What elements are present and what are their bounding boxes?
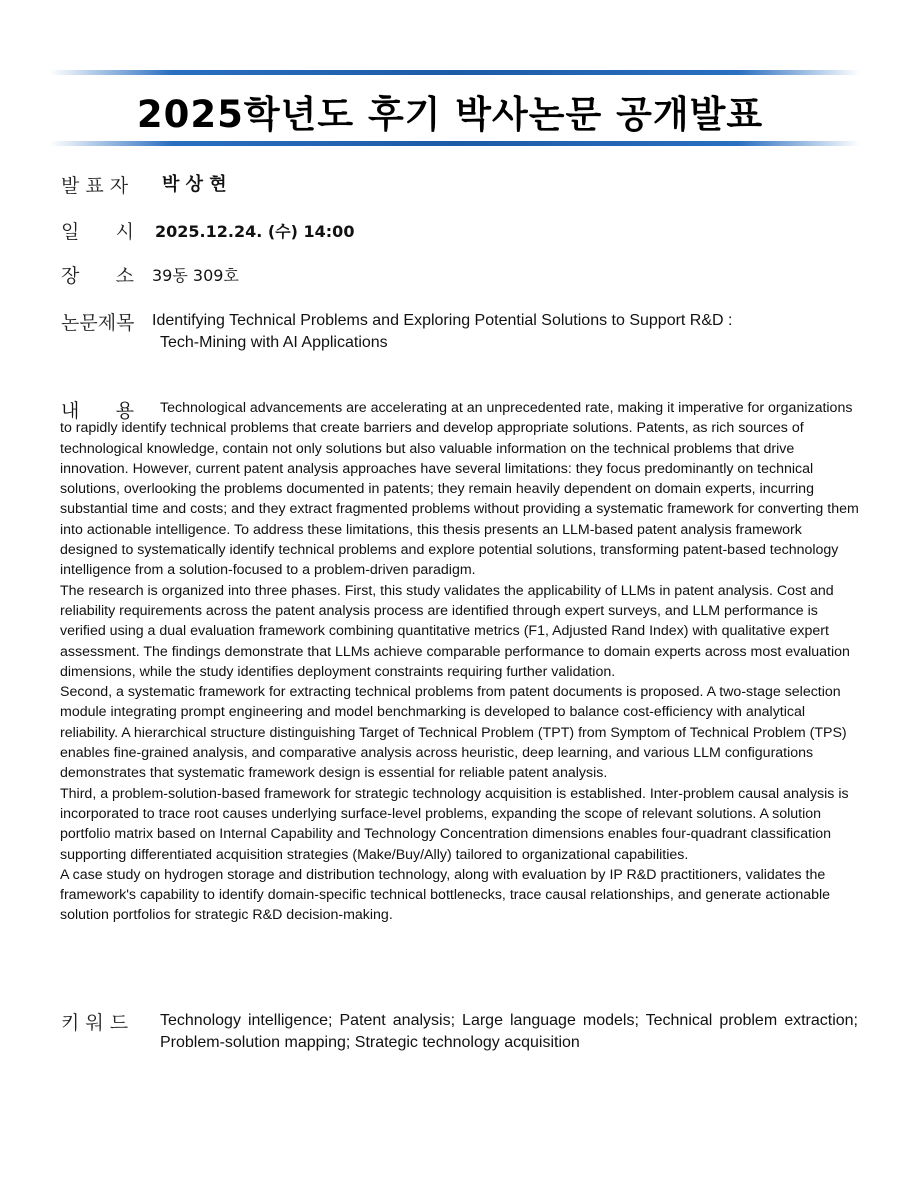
top-rule bbox=[50, 70, 860, 75]
presenter-label: 발 표 자 bbox=[61, 175, 129, 197]
thesis-title-line1: Identifying Technical Problems and Exploring Potential Solutions to Support R&D : bbox=[152, 312, 733, 329]
keywords-label: 키 워 드 bbox=[61, 1012, 129, 1034]
content-label: 내 용 bbox=[61, 400, 134, 422]
abstract-paragraph: Technological advancements are accelerating at an unprecedented rate, making it imperative for organizations to rapidly identify technical problems that create barriers and develop appropriate solutions. Patents, as rich sources of technological knowledge, contain not only solutions but also valuable information on the technical problems that drive innovation. However, current patent analysis approaches have several limitations: they focus predominantly on technical solutions, overlooking the problems documented in patents; they remain heavily dependent on domain experts, incurring substantial time and costs; and they extract fragmented problems without providing a systematic framework for converting them into actionable intelligence. To address these limitations, this thesis presents an LLM-based patent analysis framework designed to systematically identify technical problems and explore potential solutions, transforming patent-based technology intelligence from a solution-focused to a problem-driven paradigm. bbox=[60, 400, 859, 579]
thesis-label: 논문제목 bbox=[61, 312, 135, 334]
page-title: 2025학년도 후기 박사논문 공개발표 bbox=[136, 93, 764, 136]
place-value: 39동 309호 bbox=[152, 266, 239, 285]
datetime-label: 일 시 bbox=[61, 221, 134, 243]
abstract bbox=[60, 398, 860, 926]
thesis-title bbox=[152, 310, 852, 354]
bottom-rule bbox=[50, 141, 860, 146]
datetime-value: 2025.12.24. (수) 14:00 bbox=[155, 222, 355, 241]
thesis-title-line2: Tech-Mining with AI Applications bbox=[160, 334, 388, 351]
abstract-paragraph: Second, a systematic framework for extracting technical problems from patent documents is proposed. A two-stage selection module integrating prompt engineering and model benchmarking is developed to balance cost-efficiency with analytical reliability. A hierarchical structure distinguishing Target of Technical Problem (TPT) from Symptom of Technical Problem (TPS) enables fine-grained analysis, and comparative analysis across heuristic, deep learning, and various LLM configurations demonstrates that systematic framework design is essential for reliable patent analysis. bbox=[60, 684, 847, 782]
abstract-paragraph: The research is organized into three phases. First, this study validates the applicability of LLMs in patent analysis. Cost and reliability requirements across the patent analysis process are identified through expert surveys, and LLM performance is verified using a dual evaluation framework combining quantitative metrics (F1, Adjusted Rand Index) with qualitative expert assessment. The findings demonstrate that LLMs achieve comparable performance to domain experts across most evaluation dimensions, while the study identifies deployment constraints requiring further validation. bbox=[60, 582, 850, 680]
abstract-paragraph: Third, a problem-solution-based framework for strategic technology acquisition is established. Inter-problem causal analysis is incorporated to trace root causes underlying surface-level problems, expanding the scope of relevant solutions. A solution portfolio matrix based on Internal Capability and Technology Concentration dimensions enables four-quadrant classification supporting differentiated acquisition strategies (Make/Buy/Ally) tailored to organizational capabilities. bbox=[60, 785, 849, 863]
abstract-paragraph: A case study on hydrogen storage and distribution technology, along with evaluation by IP R&D practitioners, validates the framework's capability to identify domain-specific technical bottlenecks, trace causal relationships, and generate actionable solution portfolios for strategic R&D decision-making. bbox=[60, 866, 831, 924]
keywords-value: Technology intelligence; Patent analysis; Large language models; Technical problem extraction; Problem-solution mapping; Strategic technology acquisition bbox=[160, 1012, 858, 1051]
place-label: 장 소 bbox=[61, 265, 134, 287]
presenter-value: 박 상 현 bbox=[162, 174, 227, 195]
